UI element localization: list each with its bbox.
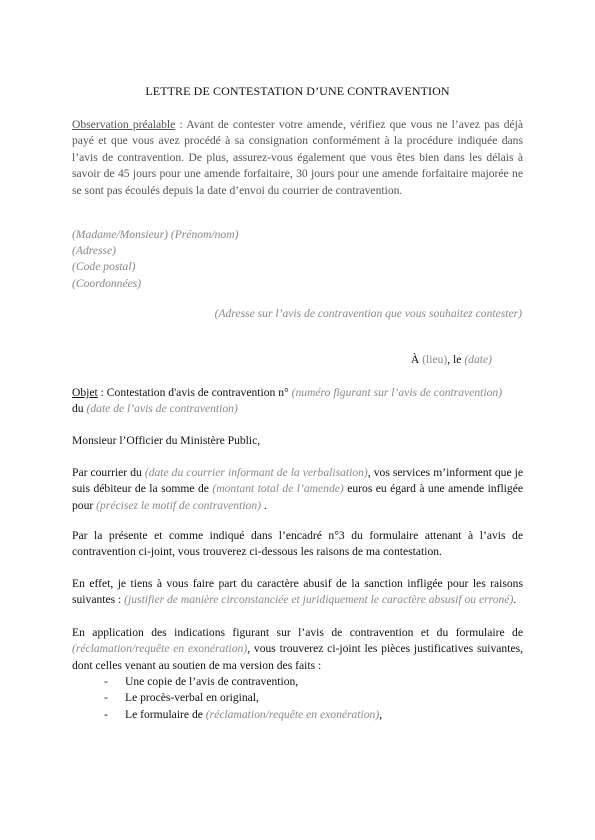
paragraph-3: [72, 576, 523, 609]
place-separator: , le: [447, 353, 465, 366]
list-bullet: -: [104, 675, 108, 688]
place-date-line: [72, 353, 492, 366]
para1-placeholder-2: (montant total de l’amende): [212, 482, 344, 496]
object-number-placeholder: (numéro figurant sur l’avis de contravention): [291, 386, 503, 399]
list-item-3-placeholder: (réclamation/requête en exonération): [205, 707, 380, 721]
list-item: [104, 707, 382, 723]
place-placeholder: (lieu): [422, 353, 448, 366]
para1-text-4: .: [261, 498, 267, 512]
para4-text-2: , vous trouverez ci-joint les pièces justificatives suivantes, dont celles venant au soutien de ma version des faits :: [72, 642, 523, 672]
paragraph-2: Par la présente et comme indiqué dans l’encadré n°3 du formulaire attenant à l’avis de contravention ci-joint, vous trouverez ci-dessous les raisons de ma contestation.: [72, 529, 523, 559]
list-item-3-text-2: ,: [379, 707, 383, 721]
observation-label: Observation préalable: [72, 118, 176, 131]
salutation: Monsieur l’Officier du Ministère Public,: [72, 434, 261, 447]
object-text: : Contestation d'avis de contravention n°: [97, 386, 292, 399]
para1-placeholder-3: (précisez le motif de contravention): [96, 498, 261, 512]
list-item-text: Le procès-verbal en original,: [125, 691, 259, 705]
date-placeholder: (date): [464, 353, 492, 366]
list-bullet: -: [104, 691, 108, 705]
sender-contact: (Coordonnées): [72, 276, 142, 290]
list-item: [104, 674, 382, 690]
sender-address: (Adresse): [72, 244, 116, 258]
object-line: [72, 385, 523, 418]
letter-title: LETTRE DE CONTESTATION D’UNE CONTRAVENTION: [145, 84, 450, 98]
preliminary-observation: [72, 117, 523, 199]
list-item-text: [125, 707, 382, 723]
para4-placeholder: (réclamation/requête en exonération): [72, 642, 248, 656]
object-label: Objet: [72, 386, 98, 399]
paragraph-1: [72, 465, 523, 514]
place-prefix: À: [410, 353, 423, 366]
para1-text-3: euros eu égard à une amende infligée pour: [72, 482, 523, 512]
sender-postal-code: (Code postal): [72, 260, 136, 274]
object-du: du: [72, 402, 87, 416]
para3-placeholder: (justifier de manière circonstanciée et juridiquement le caractère absusif ou erroné): [124, 593, 514, 607]
list-item-3-text-1: Le formulaire de: [125, 707, 206, 721]
para1-text-1: Par courrier du: [72, 466, 145, 479]
attachments-list: [104, 674, 382, 723]
observation-text: : Avant de contester votre amende, vérifiez que vous ne l’avez pas déjà payé et que vous avez procédé à sa consignation conformément à la procédure indiquée dans l’avis de contravention. De plus, assurez-vous également que vous êtes bien dans les délais à savoir de 45 jours pour une amende forfaitaire, 30 jours pour une amende forfaitaire majorée ne se sont pas écoulés depuis la date d’envoi du courrier de contravention.: [72, 118, 524, 197]
list-bullet: -: [104, 707, 108, 721]
object-date-placeholder: (date de l’avis de contravention): [86, 402, 238, 416]
paragraph-4: [72, 625, 523, 674]
sender-block: [72, 227, 238, 292]
list-item: [104, 690, 382, 706]
list-item-text: Une copie de l’avis de contravention,: [125, 675, 299, 688]
sender-name: (Madame/Monsieur) (Prénom/nom): [72, 228, 239, 241]
para4-text-1: En application des indications figurant sur l’avis de contravention et du formulaire de: [72, 626, 523, 639]
recipient-address: (Adresse sur l’avis de contravention que vous souhaitez contester): [214, 307, 522, 320]
para1-text-2: , vos services m’informent que je suis débiteur de la somme de: [72, 466, 523, 496]
para3-text-1: En effet, je tiens à vous faire part du caractère abusif de la sanction infligée pour les raisons suivantes :: [72, 577, 523, 607]
para1-placeholder-1: (date du courrier informant de la verbalisation): [144, 466, 368, 479]
para3-text-2: .: [513, 593, 517, 607]
